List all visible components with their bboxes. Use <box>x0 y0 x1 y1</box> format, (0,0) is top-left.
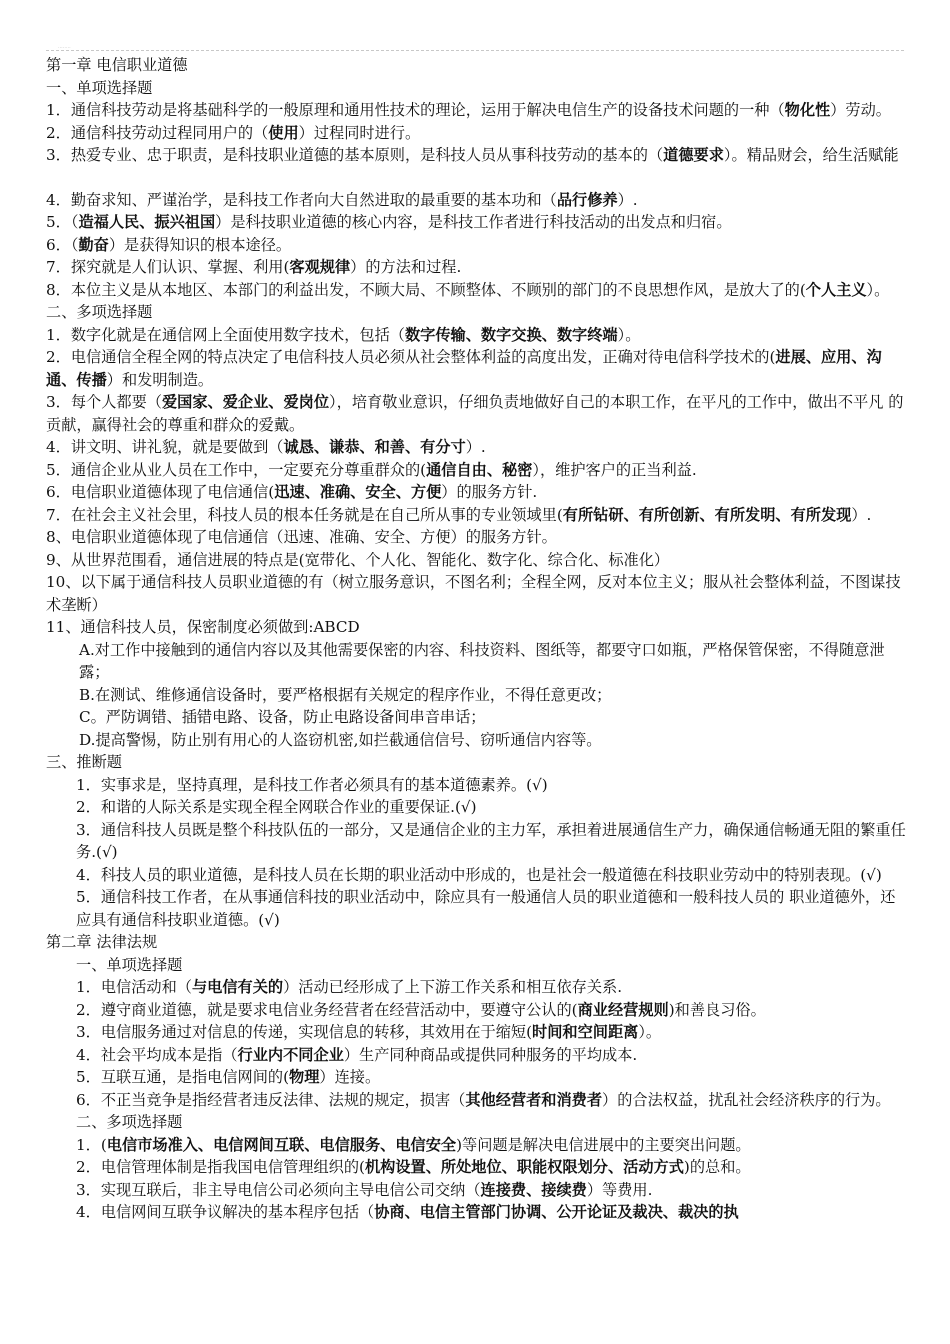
answer-text: 物化性 <box>784 101 831 119</box>
text-run: ）劳动。 <box>830 101 891 119</box>
text-line <box>46 436 908 459</box>
text-run: 1．通信科技劳动是将基础科学的一般原理和通用性技术的理论，运用于解决电信生产的设备技术问题的一种（ <box>46 101 785 119</box>
text-run: 2．电信通信全程全网的特点决定了电信科技人员必须从社会整体利益的高度出发，正确对待电信科学技术的( <box>46 348 776 366</box>
answer-text: 使用 <box>268 123 299 142</box>
text-line <box>46 324 908 347</box>
text-run: 1．电信活动和（ <box>76 978 192 996</box>
text-line <box>46 189 908 212</box>
answer-text: 有所钻研、有所创新、有所发明、有所发现 <box>562 505 852 524</box>
text-run: ）连接。 <box>319 1068 381 1086</box>
text-line <box>46 54 908 77</box>
text-line <box>46 1066 908 1089</box>
answer-text: 电信市场准入、电信网间互联、电信服务、电信安全 <box>106 1135 457 1154</box>
text-line <box>46 1156 908 1179</box>
text-line <box>46 976 908 999</box>
text-line <box>46 1089 908 1112</box>
text-line <box>46 796 908 819</box>
text-run: 4．科技人员的职业道德，是科技人员在长期的职业活动中形成的，也是社会一般道德在科技职业劳动中的特别表现。(√) <box>76 865 882 884</box>
text-run: ）的服务方针. <box>441 483 538 501</box>
blank-line <box>46 167 908 189</box>
text-line <box>46 256 908 279</box>
text-line <box>46 729 908 752</box>
text-run: 3．通信科技人员既是整个科技队伍的一部分，又是通信企业的主力军，承担着进展通信生产力，确保通信畅通无阻的繁重任务.(√) <box>76 820 906 861</box>
text-line <box>46 77 908 100</box>
answer-text: 诚恳、谦恭、和善、有分寸 <box>283 438 466 456</box>
text-run: ）等费用. <box>586 1180 653 1199</box>
text-line <box>46 886 908 931</box>
header-mark: ........ <box>58 44 71 50</box>
text-run: ）生产同种商品或提供同种服务的平均成本. <box>343 1045 638 1064</box>
text-run: ）活动已经形成了上下游工作关系和相互依存关系. <box>283 978 623 996</box>
text-line <box>46 931 908 954</box>
text-run: 3．热爱专业、忠于职责，是科技职业道德的基本原则，是科技人员从事科技劳动的基本的（ <box>46 146 664 164</box>
text-line <box>46 301 908 324</box>
text-run: C。严防调错、插错电路、设备，防止电路设备间串音串话； <box>79 708 486 726</box>
text-run: 1．( <box>76 1135 107 1154</box>
text-run: D.提高警惕，防止别有用心的人盗窃机密,如拦截通信信号、窃听通信内容等。 <box>79 730 602 749</box>
answer-text: 行业内不同企业 <box>237 1045 344 1064</box>
answer-text: 其他经营者和消费者 <box>465 1090 603 1109</box>
text-run: B.在测试、维修通信设备时，要严格根据有关规定的程序作业，不得任意更改； <box>79 685 612 704</box>
text-run: 4．社会平均成本是指（ <box>76 1045 238 1064</box>
text-line <box>46 1021 908 1044</box>
text-run: 8、电信职业道德体现了电信通信（迅速、准确、安全、方便）的服务方针。 <box>46 528 557 546</box>
text-line <box>46 616 908 639</box>
text-run: 4．电信网间互联争议解决的基本程序包括（ <box>76 1203 375 1221</box>
answer-text: 机构设置、所处地位、职能权限划分、活动方式 <box>364 1158 684 1176</box>
text-line <box>46 1201 908 1224</box>
text-run: 2．电信管理体制是指我国电信管理组织的( <box>76 1158 365 1176</box>
answer-text: 数字传输、数字交换、数字终端 <box>404 325 618 344</box>
text-line <box>46 504 908 527</box>
text-line <box>46 864 908 887</box>
text-run: 7．在社会主义社会里，科技人员的根本任务就是在自己所从事的专业领域里( <box>46 505 563 524</box>
answer-text: 时间和空间距离 <box>532 1023 639 1041</box>
text-run: )等问题是解决电信进展中的主要突出问题。 <box>456 1135 751 1154</box>
text-run: 2．和谐的人际关系是实现全程全网联合作业的重要保证.(√) <box>76 798 477 816</box>
answer-text: 造福人民、振兴祖国 <box>78 213 216 231</box>
document-body <box>46 54 908 1224</box>
text-run: 5．通信科技工作者，在从事通信科技的职业活动中，除应具有一般通信人员的职业道德和一般科技人员的 职业道德外，还应具有通信科技职业道德。(√) <box>76 888 896 929</box>
text-run: 7．探究就是人们认识、掌握、利用( <box>46 258 290 276</box>
text-run: 1．实事求是，坚持真理，是科技工作者必须具有的基本道德素养。(√) <box>76 775 548 794</box>
text-run: ）是科技职业道德的核心内容，是科技工作者进行科技活动的出发点和归宿。 <box>215 213 732 231</box>
text-run: 4．讲文明、讲礼貌，就是要做到（ <box>46 438 284 456</box>
answer-text: 通信自由、秘密 <box>426 460 533 479</box>
answer-text: 与电信有关的 <box>191 978 284 996</box>
text-run: 三、推断题 <box>46 753 122 771</box>
text-line <box>46 144 908 167</box>
text-run: 一、单项选择题 <box>46 78 153 97</box>
text-run: )的总和。 <box>683 1158 751 1176</box>
text-run: 5．互联互通，是指电信网间的( <box>76 1068 290 1086</box>
answer-text: 连接费、接续费 <box>480 1180 587 1199</box>
text-run: ）。 <box>617 325 641 344</box>
text-run: 5．（ <box>46 213 79 231</box>
text-run: ）是获得知识的根本途径。 <box>108 235 292 254</box>
text-line <box>46 99 908 122</box>
text-run: A.对工作中接触到的通信内容以及其他需要保密的内容、科技资料、图纸等，都要守口如瓶，严格保管保密，不得随意泄露； <box>79 640 885 681</box>
text-line <box>46 706 908 729</box>
text-line <box>46 774 908 797</box>
text-run: 4．勤奋求知、严谨治学，是科技工作者向大自然进取的最重要的基本功和（ <box>46 190 557 209</box>
text-run: 2．遵守商业道德，就是要求电信业务经营者在经营活动中，要遵守公认的( <box>76 1000 578 1019</box>
text-line <box>46 211 908 234</box>
text-run: 二、多项选择题 <box>76 1113 183 1131</box>
text-run: 1．数字化就是在通信网上全面使用数字技术，包括（ <box>46 325 405 344</box>
answer-text: 协商、电信主管部门协调、公开论证及裁决、裁决的执 <box>374 1203 739 1221</box>
text-run: )和善良习俗。 <box>668 1000 766 1019</box>
text-run: 6．（ <box>46 235 79 254</box>
text-line <box>46 639 908 684</box>
text-line <box>46 1179 908 1202</box>
text-run: 3．实现互联后，非主导电信公司必须向主导电信公司交纳（ <box>76 1180 481 1199</box>
text-line <box>46 234 908 257</box>
answer-text: 客观规律 <box>289 258 351 276</box>
answer-text: 勤奋 <box>78 235 109 254</box>
answer-text: 个人主义 <box>805 280 867 299</box>
text-line <box>46 1111 908 1134</box>
text-run: 9、从世界范围看，通信进展的特点是(宽带化、个人化、智能化、数字化、综合化、标准化） <box>46 550 670 569</box>
answer-text: 爱国家、爱企业、爱岗位 <box>161 393 330 411</box>
text-run: ），维护客户的正当利益. <box>532 460 697 479</box>
text-run: ）. <box>465 438 486 456</box>
text-run: ）. <box>617 190 638 209</box>
answer-text: 迅速、准确、安全、方便 <box>274 483 442 501</box>
text-run: ）。 <box>638 1023 662 1041</box>
text-line <box>46 571 908 616</box>
text-run: 11、通信科技人员，保密制度必须做到:ABCD <box>46 618 360 636</box>
text-line <box>46 684 908 707</box>
answer-text: 道德要求 <box>663 146 724 164</box>
text-run: 6．不正当竞争是指经营者违反法律、法规的规定，损害（ <box>76 1090 466 1109</box>
text-run: 10、以下属于通信科技人员职业道德的有（树立服务意识，不图名利；全程全网，反对本位主义；服从社会整体利益，不图谋技术垄断） <box>46 573 901 614</box>
text-line <box>46 279 908 302</box>
text-line <box>46 391 908 436</box>
text-line <box>46 526 908 549</box>
text-run: ）和发明制造。 <box>106 370 214 389</box>
text-run: ）过程同时进行。 <box>298 123 421 142</box>
text-line <box>46 346 908 391</box>
text-run: 3．每个人都要（ <box>46 393 162 411</box>
answer-text: 物理 <box>289 1068 320 1086</box>
text-line <box>46 481 908 504</box>
answer-text: 品行修养 <box>556 190 618 209</box>
text-run: 2．通信科技劳动过程同用户的（ <box>46 123 269 142</box>
text-line <box>46 999 908 1022</box>
text-run: ）. <box>851 505 872 524</box>
text-line <box>46 819 908 864</box>
answer-text: 进展、应用、沟通、传播 <box>46 348 882 389</box>
text-line <box>46 549 908 572</box>
text-run: ）的合法权益，扰乱社会经济秩序的行为。 <box>602 1090 891 1109</box>
text-run: ）的方法和过程. <box>350 258 462 276</box>
answer-text: 商业经营规则 <box>577 1000 669 1019</box>
text-run: 6．电信职业道德体现了电信通信( <box>46 483 275 501</box>
text-run: 二、多项选择题 <box>46 303 153 321</box>
text-run: ），培育敬业意识，仔细负责地做好自己的本职工作，在平凡的工作中，做出不平凡 的贡献，赢得社会的尊重和群众的爱戴。 <box>46 393 904 434</box>
text-run: 第二章 法律法规 <box>46 933 158 951</box>
text-run: ）。精品财会，给生活赋能 <box>723 146 899 164</box>
text-line <box>46 1044 908 1067</box>
text-run: 一、单项选择题 <box>76 955 183 974</box>
text-run: 5．通信企业从业人员在工作中，一定要充分尊重群众的( <box>46 460 427 479</box>
text-line <box>46 122 908 145</box>
text-run: 第一章 电信职业道德 <box>46 56 188 74</box>
header-divider <box>46 50 904 51</box>
text-line <box>46 459 908 482</box>
text-line <box>46 751 908 774</box>
text-run: 3．电信服务通过对信息的传递，实现信息的转移，其效用在于缩短( <box>76 1023 533 1041</box>
text-line <box>46 954 908 977</box>
text-line <box>46 1134 908 1157</box>
text-run: ）。 <box>866 280 890 299</box>
text-run: 8．本位主义是从本地区、本部门的利益出发，不顾大局、不顾整体、不顾别的部门的不良思想作风，是放大了的( <box>46 280 806 299</box>
